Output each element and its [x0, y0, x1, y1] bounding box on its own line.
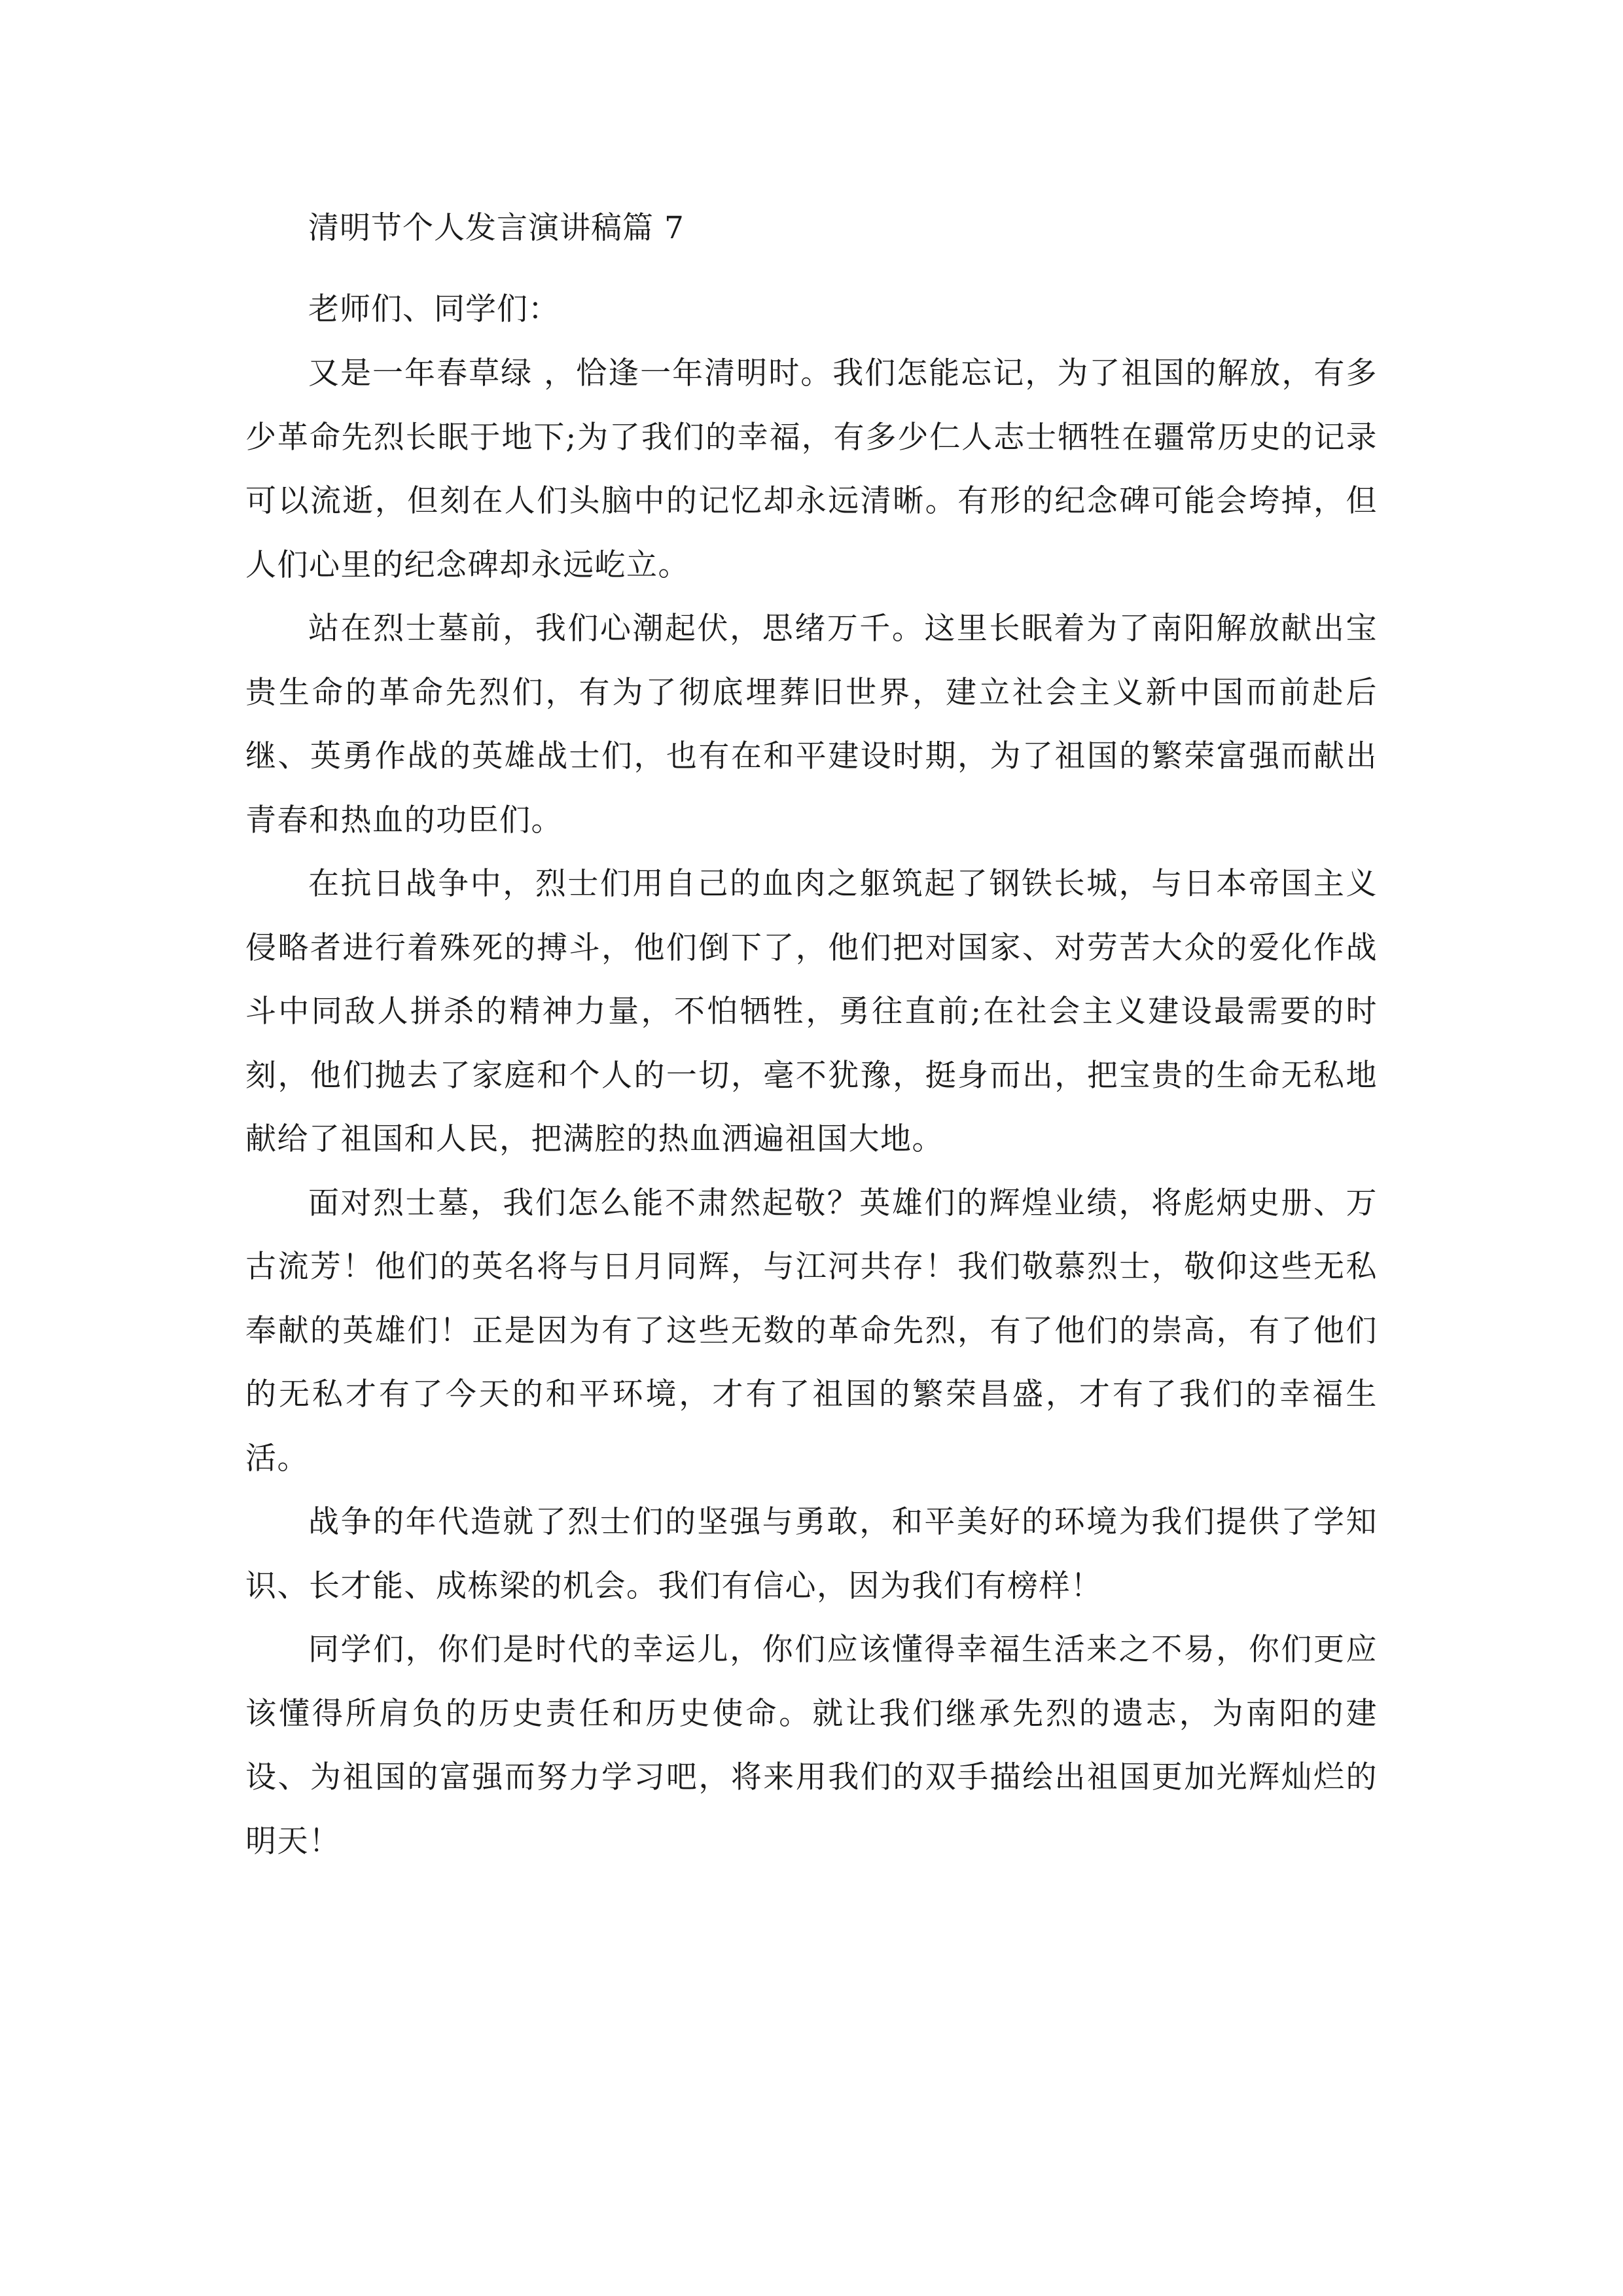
paragraph-4: 面对烈士墓，我们怎么能不肃然起敬？英雄们的辉煌业绩，将彪炳史册、万古流芳！他们的英名将与日月同辉，与江河共存！我们敬慕烈士，敬仰这些无私奉献的英雄们！正是因为有了这些无数的革命先烈，有了他们的崇高，有了他们的无私才有了今天的和平环境，才有了祖国的繁荣昌盛，才有了我们的幸福生活。 [245, 1185, 1378, 1477]
document-body [245, 196, 1378, 1873]
paragraph-6: 同学们，你们是时代的幸运儿，你们应该懂得幸福生活来之不易，你们更应该懂得所肩负的历史责任和历史使命。就让我们继承先烈的遗志，为南阳的建设、为祖国的富强而努力学习吧，将来用我们的双手描绘出祖国更加光辉灿烂的明天！ [245, 1632, 1378, 1859]
salutation: 老师们、同学们： [308, 291, 560, 327]
document-title: 清明节个人发言演讲稿篇 7 [308, 210, 685, 246]
paragraph-1: 又是一年春草绿 ，恰逢一年清明时。我们怎能忘记，为了祖国的解放，有多少革命先烈长眠于地下;为了我们的幸福，有多少仁人志士牺牲在疆常历史的记录可以流逝，但刻在人们头脑中的记忆却永远清晰。有形的纪念碑可能会垮掉，但人们心里的纪念碑却永远屹立。 [245, 355, 1378, 583]
paragraph-5: 战争的年代造就了烈士们的坚强与勇敢，和平美好的环境为我们提供了学知识、长才能、成栋梁的机会。我们有信心，因为我们有榜样！ [245, 1504, 1378, 1604]
paragraph-3: 在抗日战争中，烈士们用自己的血肉之躯筑起了钢铁长城，与日本帝国主义侵略者进行着殊死的搏斗，他们倒下了，他们把对国家、对劳苦大众的爱化作战斗中同敌人拼杀的精神力量，不怕牺牲，勇往直前;在社会主义建设最需要的时刻，他们抛去了家庭和个人的一切，毫不犹豫，挺身而出，把宝贵的生命无私地献给了祖国和人民，把满腔的热血洒遍祖国大地。 [245, 866, 1378, 1157]
paragraph-2: 站在烈士墓前，我们心潮起伏，思绪万千。这里长眠着为了南阳解放献出宝贵生命的革命先烈们，有为了彻底埋葬旧世界，建立社会主义新中国而前赴后继、英勇作战的英雄战士们，也有在和平建设时期，为了祖国的繁荣富强而献出青春和热血的功臣们。 [245, 611, 1378, 838]
